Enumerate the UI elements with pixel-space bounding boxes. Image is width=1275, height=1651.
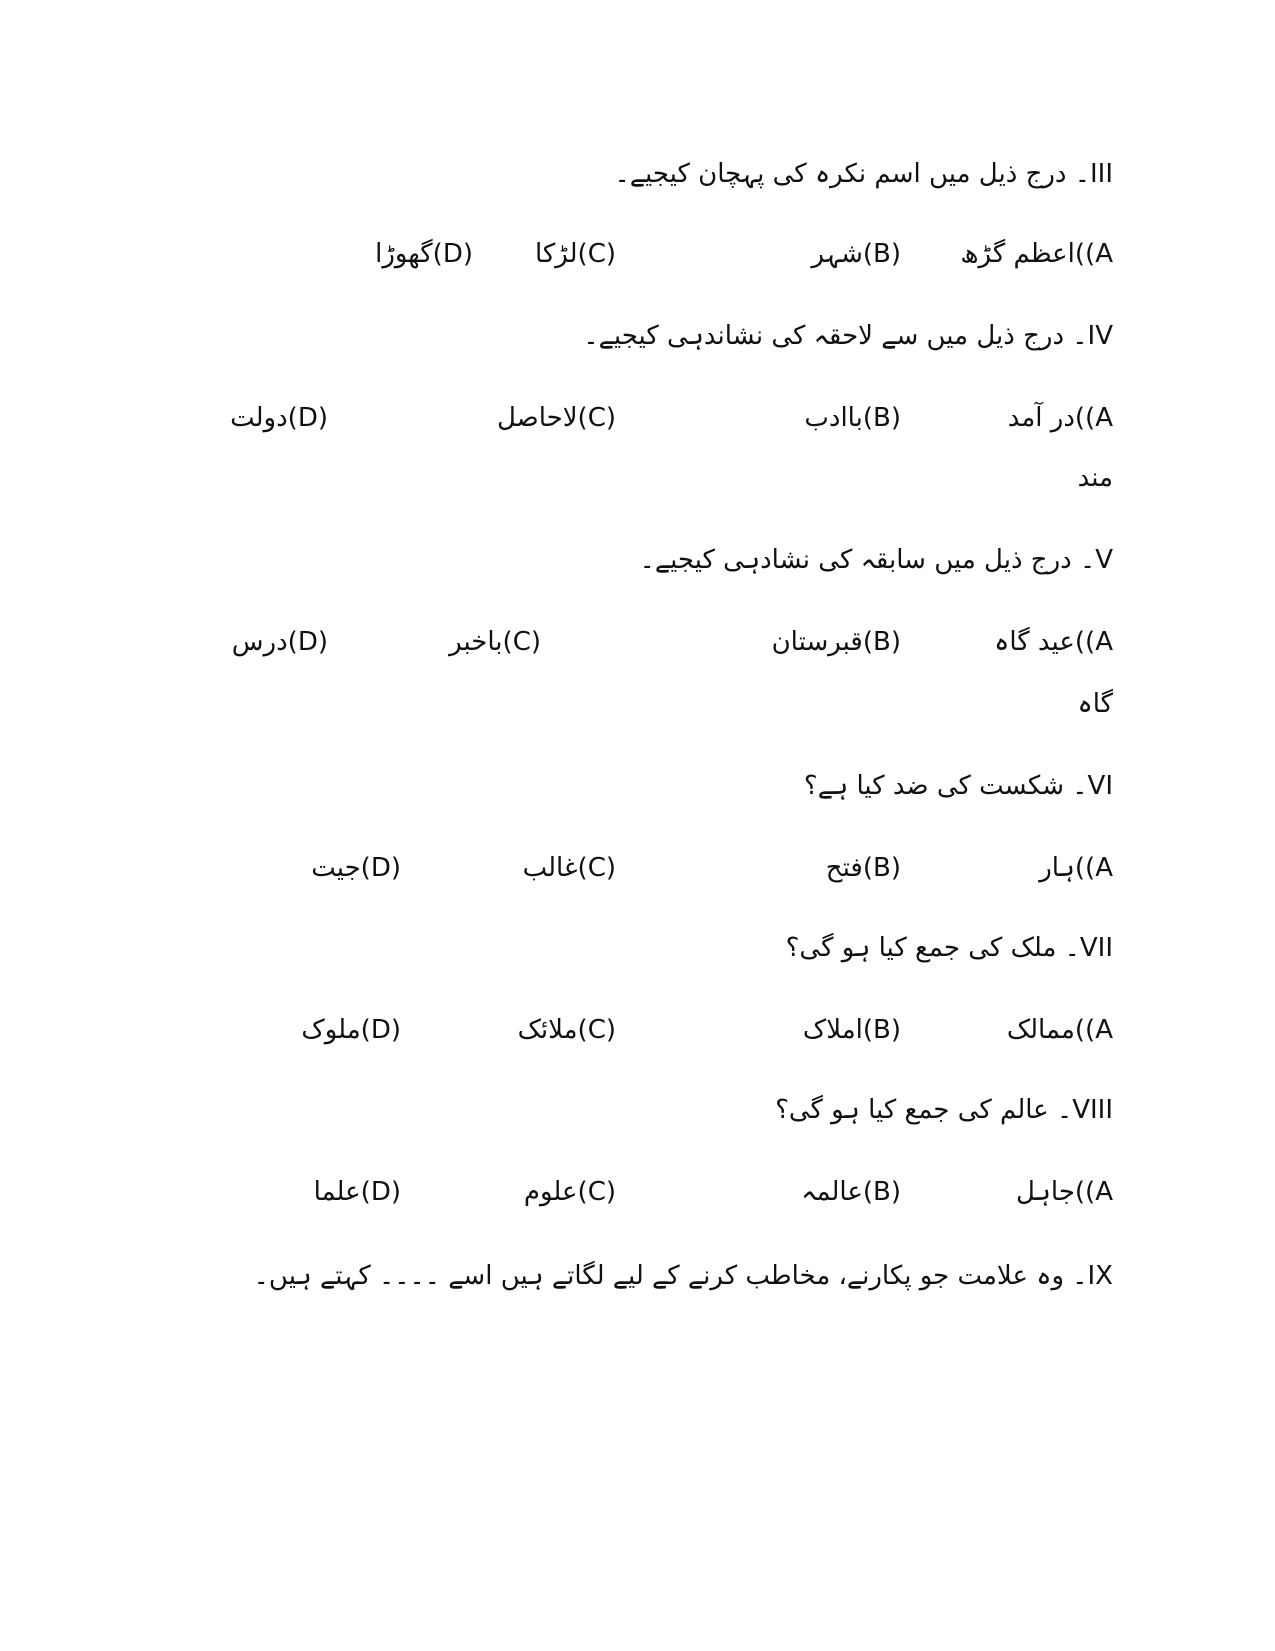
option-b: (B)قبرستان <box>771 627 901 657</box>
option-a: A))اعظم گڑھ <box>960 239 1113 269</box>
option-c: (C)ملائک <box>517 1015 616 1045</box>
option-c: (C)باخبر <box>449 627 541 657</box>
question-3-options <box>160 232 1113 276</box>
option-b: (B)شہر <box>811 239 901 269</box>
option-a: A))ممالک <box>1006 1015 1113 1045</box>
question-5-options <box>160 620 1113 664</box>
option-d: (D)علما <box>313 1177 401 1207</box>
option-c: (C)لڑکا <box>534 239 616 269</box>
question-8-options <box>160 1170 1113 1214</box>
option-b: (B)عالمہ <box>801 1177 901 1207</box>
option-d: (D)دولت <box>230 403 328 433</box>
option-c: (C)غالب <box>522 853 616 883</box>
option-d: (D)جیت <box>311 853 401 883</box>
question-3-prompt: III۔ درج ذیل میں اسم نکرہ کی پہچان کیجیے۔ <box>614 159 1113 189</box>
option-a: A))جاہل <box>1015 1177 1113 1207</box>
question-7-prompt: VII۔ ملک کی جمع کیا ہو گی؟ <box>785 933 1113 963</box>
question-7-options <box>160 1008 1113 1052</box>
question-5-continuation: گاہ <box>1077 689 1113 719</box>
option-a: A))عید گاہ <box>994 627 1113 657</box>
option-d: (D)ملوک <box>301 1015 401 1045</box>
option-b: (B)املاک <box>802 1015 901 1045</box>
question-5-prompt: V۔ درج ذیل میں سابقہ کی نشادہی کیجیے۔ <box>639 545 1113 575</box>
option-a: A))ہار <box>1039 853 1113 883</box>
option-b: (B)فتح <box>825 853 901 883</box>
question-6-options <box>160 846 1113 890</box>
question-6-prompt: VI۔ شکست کی ضد کیا ہے؟ <box>803 771 1113 801</box>
question-9-prompt: IX۔ وہ علامت جو پکارنے، مخاطب کرنے کے لیے لگاتے ہیں اسے ۔۔۔۔ کہتے ہیں۔ <box>253 1261 1113 1291</box>
option-a: A))در آمد <box>1007 403 1113 433</box>
option-d: (D)درس <box>231 627 328 657</box>
question-4-options <box>160 396 1113 440</box>
question-8-prompt: VIII۔ عالم کی جمع کیا ہو گی؟ <box>775 1095 1113 1125</box>
option-b: (B)باادب <box>804 403 901 433</box>
option-c: (C)علوم <box>523 1177 616 1207</box>
question-4-prompt: IV۔ درج ذیل میں سے لاحقہ کی نشاندہی کیجیے۔ <box>583 321 1113 351</box>
question-4-continuation: مند <box>1077 463 1113 493</box>
option-c: (C)لاحاصل <box>496 403 616 433</box>
option-d: (D)گھوڑا <box>375 239 473 269</box>
